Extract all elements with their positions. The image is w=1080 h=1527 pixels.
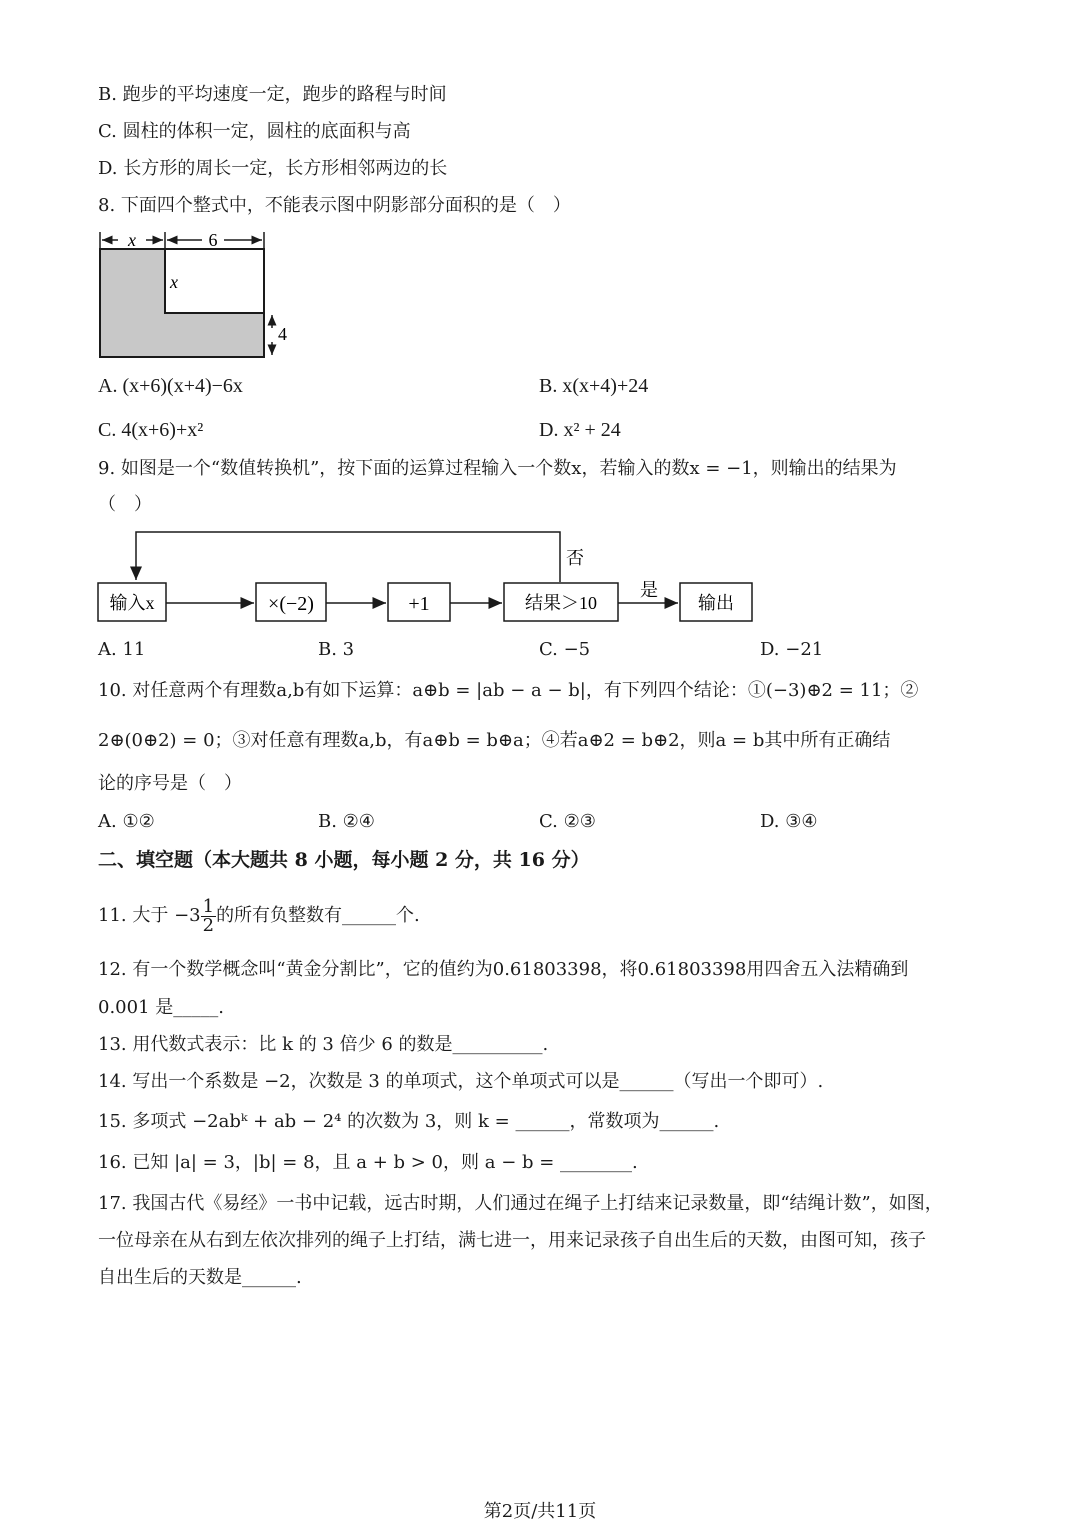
q10-option-c: C. ②③ [539, 811, 596, 832]
q10-line3: 论的序号是（ ） [98, 773, 242, 794]
q12-line1: 12. 有一个数学概念叫“黄金分割比”，它的值约为0.61803398，将0.61803398用四舍五入法精确到 [98, 959, 909, 980]
q9-flowchart [94, 524, 764, 628]
inner-x-label: x [170, 272, 178, 292]
flow-multiply-text: ×(−2) [268, 593, 314, 615]
q11-post: 的所有负整数有______个. [216, 905, 420, 926]
flow-add-text: +1 [408, 593, 430, 615]
q9-stem: 9. 如图是一个“数值转换机”，按下面的运算过程输入一个数x，若输入的数x = −1，则输出的结果为 [98, 458, 897, 479]
q8-option-d: D. x² + 24 [539, 419, 621, 441]
q14: 14. 写出一个系数是 −2，次数是 3 的单项式，这个单项式可以是______（写出一个即可）. [98, 1071, 824, 1092]
dim-x-label: x [128, 230, 136, 250]
q7-option-d: D. 长方形的周长一定，长方形相邻两边的长 [98, 158, 448, 179]
q7-option-b: B. 跑步的平均速度一定，跑步的路程与时间 [98, 84, 447, 105]
flow-input-text: 输入x [109, 593, 155, 613]
q10-option-b: B. ②④ [318, 811, 375, 832]
q8-option-c: C. 4(x+6)+x² [98, 419, 204, 441]
q13: 13. 用代数式表示：比 k 的 3 倍少 6 的数是__________. [98, 1034, 549, 1055]
q10-option-d: D. ③④ [760, 811, 818, 832]
flow-yes-label: 是 [640, 580, 658, 600]
q9-option-d: D. −21 [760, 639, 824, 660]
q8-option-a: A. (x+6)(x+4)−6x [98, 375, 243, 397]
q12-line2: 0.001 是_____. [98, 997, 224, 1018]
q16: 16. 已知 |a| = 3，|b| = 8，且 a + b > 0，则 a − b = ________. [98, 1152, 638, 1173]
flow-condition-text: 结果＞10 [525, 593, 597, 613]
section-2-title: 二、填空题（本大题共 8 小题，每小题 2 分，共 16 分） [98, 849, 590, 871]
q9-option-a: A. 11 [98, 639, 146, 660]
q7-option-c: C. 圆柱的体积一定，圆柱的底面积与高 [98, 121, 411, 142]
q8-option-b: B. x(x+4)+24 [539, 375, 649, 397]
page-footer: 第2页/共11页 [483, 1501, 597, 1522]
flow-no-label: 否 [566, 548, 584, 568]
q17-line3: 自出生后的天数是______. [98, 1267, 302, 1288]
q10-option-a: A. ①② [98, 811, 155, 832]
shaded-region [100, 249, 264, 357]
q15: 15. 多项式 −2abᵏ + ab − 2⁴ 的次数为 3，则 k = ______，常数项为______. [98, 1111, 720, 1132]
q9-paren: （ ） [98, 494, 152, 515]
q8-figure [94, 228, 294, 362]
q8-stem: 8. 下面四个整式中，不能表示图中阴影部分面积的是（ ） [98, 195, 571, 216]
dim-4-label: 4 [278, 324, 287, 344]
q9-option-c: C. −5 [539, 639, 591, 660]
q9-option-b: B. 3 [318, 639, 355, 660]
q10-line2: 2⊕(0⊕2) = 0；③对任意有理数a,b，有a⊕b = b⊕a；④若a⊕2 = b⊕2，则a = b其中所有正确结 [98, 730, 891, 751]
dim-6-label: 6 [208, 230, 218, 250]
q17-line1: 17. 我国古代《易经》一书中记载，远古时期，人们通过在绳子上打结来记录数量，即“结绳计数”，如图， [98, 1193, 943, 1214]
q10-line1: 10. 对任意两个有理数a,b有如下运算：a⊕b = |ab − a − b|，有下列四个结论：①(−3)⊕2 = 11；② [98, 680, 919, 701]
q11-pre: 11. 大于 −3 [98, 905, 201, 926]
flow-output-text: 输出 [698, 593, 734, 613]
q11 [98, 896, 420, 936]
q17-line2: 一位母亲在从右到左依次排列的绳子上打结，满七进一，用来记录孩子自出生后的天数，由图可知，孩子 [98, 1230, 926, 1251]
q11-fraction: $\frac{1}{2}$ [202, 895, 215, 936]
